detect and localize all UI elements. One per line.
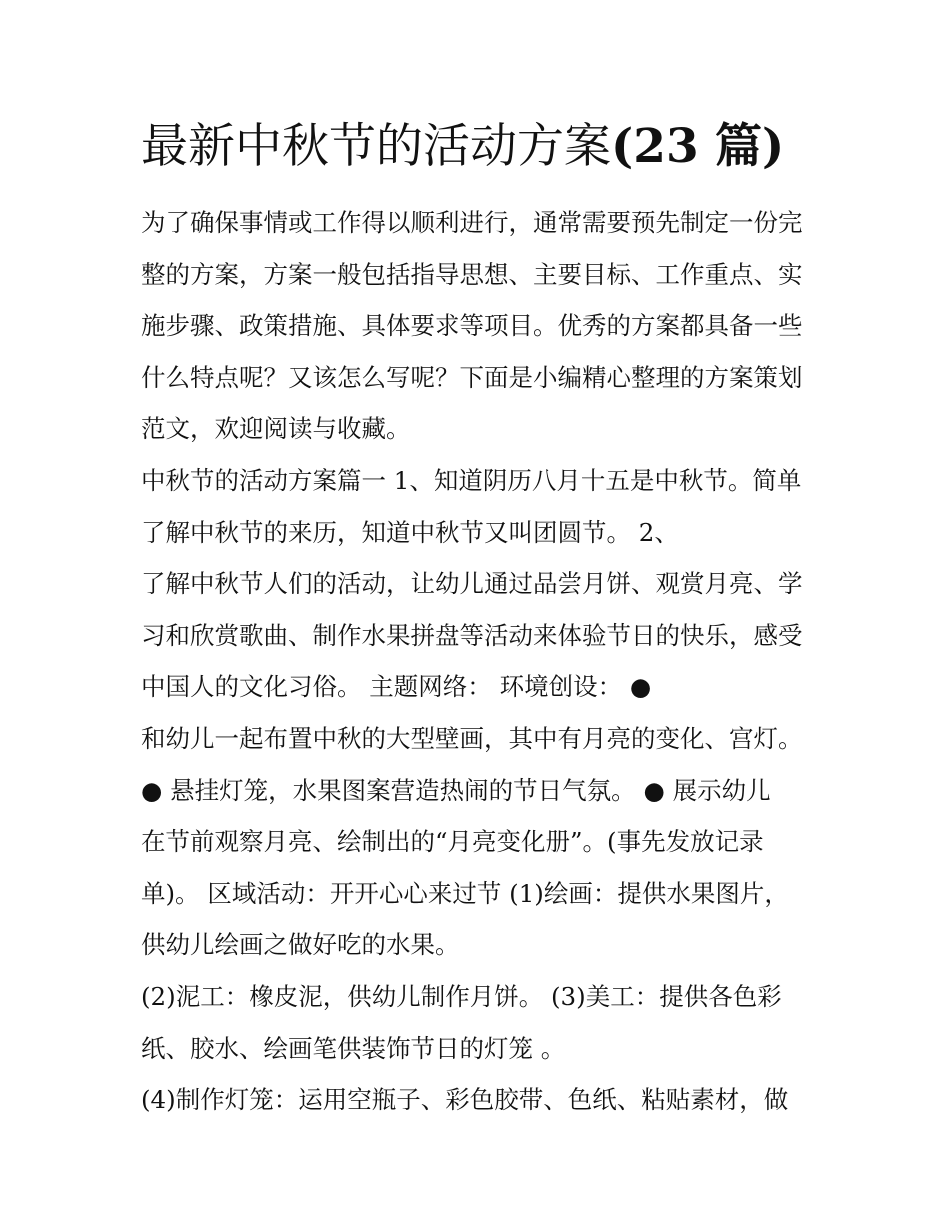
body-line: 什么特点呢？又该怎么写呢？下面是小编精心整理的方案策划 [141, 362, 803, 392]
body-line: 纸、胶水、绘画笔供装饰节日的灯笼 。 [141, 1033, 566, 1063]
title-count: (23 篇) [611, 119, 785, 174]
body-line: 施步骤、政策措施、具体要求等项目。优秀的方案都具备一些 [141, 311, 803, 341]
document-body [141, 197, 821, 1126]
body-line: 习和欣赏歌曲、制作水果拼盘等活动来体验节日的快乐，感受 [141, 620, 803, 650]
body-line: (2)泥工：橡皮泥，供幼儿制作月饼。 (3)美工：提供各色彩 [141, 981, 782, 1011]
body-line: 范文，欢迎阅读与收藏。 [141, 414, 411, 444]
body-line: 了解中秋节的来历，知道中秋节又叫团圆节。 2、 [141, 517, 679, 547]
body-line: ● 悬挂灯笼，水果图案营造热闹的节日气氛。 ● 展示幼儿 [141, 775, 771, 805]
body-line: 为了确保事情或工作得以顺利进行，通常需要预先制定一份完 [141, 208, 803, 237]
body-line: 整的方案，方案一般包括指导思想、主要目标、工作重点、实 [141, 259, 803, 289]
document-title [141, 112, 821, 182]
body-line: 和幼儿一起布置中秋的大型壁画，其中有月亮的变化、宫灯。 [141, 723, 803, 753]
body-line: 在节前观察月亮、绘制出的“月亮变化册”。(事先发放记录 [141, 827, 764, 857]
body-line: 供幼儿绘画之做好吃的水果。 [141, 930, 460, 960]
body-line: 单)。 区域活动：开开心心来过节 (1)绘画：提供水果图片， [141, 878, 789, 908]
body-line: 中秋节的活动方案篇一 1、知道阴历八月十五是中秋节。简单 [141, 465, 802, 495]
body-line: 了解中秋节人们的活动，让幼儿通过品尝月饼、观赏月亮、学 [141, 569, 803, 599]
title-main: 最新中秋节的活动方案 [141, 119, 611, 174]
body-line: (4)制作灯笼：运用空瓶子、彩色胶带、色纸、粘贴素材，做 [141, 1085, 789, 1115]
body-line: 中国人的文化习俗。 主题网络： 环境创设： ● [141, 672, 652, 702]
